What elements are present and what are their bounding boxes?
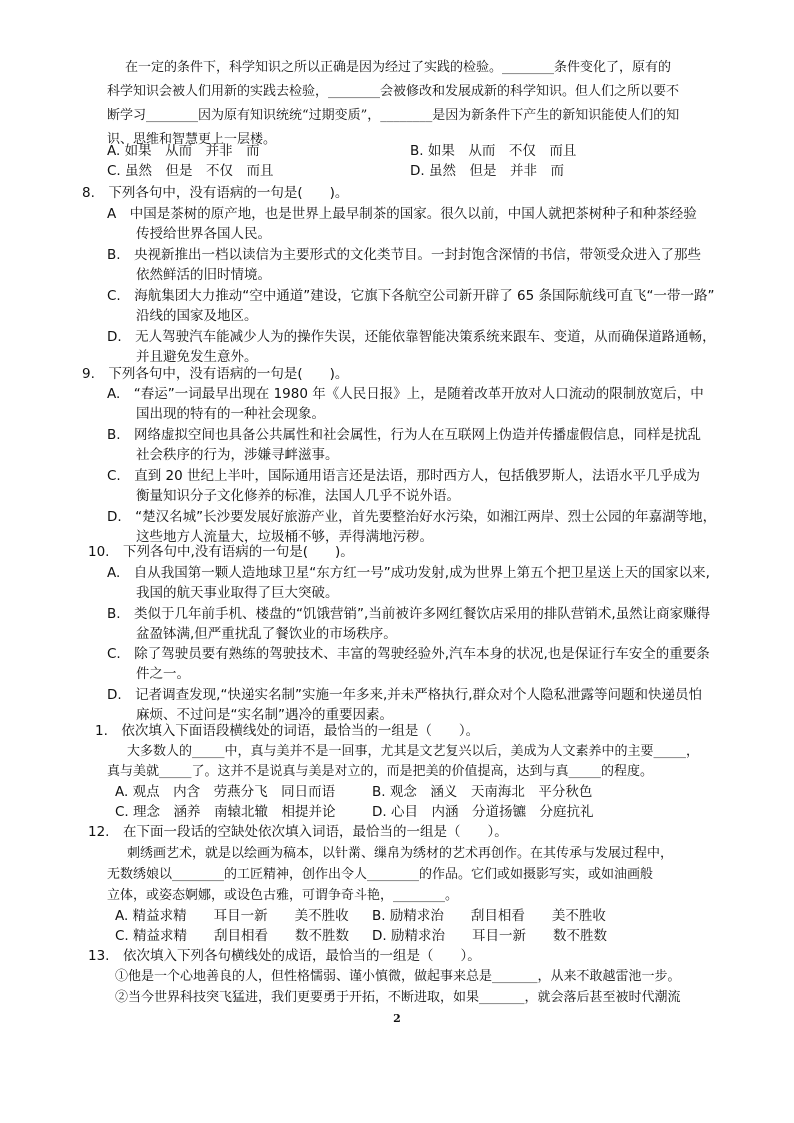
page-number: 2 — [393, 1012, 401, 1025]
question-stem: 8. 下列各句中，没有语病的一句是( )。 — [82, 185, 349, 201]
option-line: 国出现的特有的一种社会现象。 — [136, 406, 325, 422]
option-line: 沿线的国家及地区。 — [136, 308, 258, 324]
option-line: 社会秩序的行为，涉嫌寻衅滋事。 — [136, 447, 339, 463]
passage-line: ①他是一个心地善良的人，但性格懦弱、谨小慎微，做起事来总是_______，从来不敢越雷池一步。 — [115, 969, 681, 984]
option-line: 依然鲜活的旧时情境。 — [136, 267, 271, 283]
option-line: 并且避免发生意外。 — [136, 349, 258, 365]
option-line: 我国的航天事业取得了巨大突破。 — [136, 585, 339, 601]
option-line: C. 直到 20 世纪上半叶，国际通用语言还是法语，那时西方人，包括俄罗斯人，法语水平几乎成为 — [107, 468, 700, 484]
passage-line: 识、思维和智慧更上一层楼。 — [107, 132, 277, 147]
option-b: B. 观念 涵义 天南海北 平分秋色 — [372, 784, 593, 800]
option-a: A. 如果 从而 并非 而 — [107, 143, 260, 159]
option-line: 传授给世界各国人民。 — [136, 226, 271, 242]
passage-line: 刺绣画艺术，就是以绘画为稿本，以针黹、缫帛为绣材的艺术再创作。在其传承与发展过程中， — [127, 846, 674, 861]
question-stem: 12. 在下面一段话的空缺处依次填入词语，最恰当的一组是（ ）。 — [88, 824, 508, 840]
question-stem: 1. 依次填入下面语段横线处的词语，最恰当的一组是（ ）。 — [95, 723, 480, 739]
option-line: A. 自从我国第一颗人造地球卫星“东方红一号”成功发射,成为世界上第五个把卫星送上天的国家以来, — [107, 565, 710, 581]
option-line: A. “春运”一词最早出现在 1980 年《人民日报》上，是随着改革开放对人口流动的限制放宽后，中 — [107, 386, 704, 402]
option-line: 盆盈钵满,但严重扰乱了餐饮业的市场秩序。 — [136, 626, 397, 642]
passage-line: 科学知识会被人们用新的实践去检验，________会被修改和发展成新的科学知识。但人们之所以要不 — [107, 84, 680, 99]
option-line: C. 海航集团大力推动“空中通道”建设，它旗下各航空公司新开辟了 65 条国际航线可直飞“一带一路” — [107, 288, 715, 304]
question-stem: 13. 依次填入下列各句横线处的成语，最恰当的一组是（ ）。 — [88, 948, 481, 964]
passage-line: 立体，或姿态婀娜，或设色古雅，可谓争奇斗艳，________。 — [107, 888, 459, 903]
option-c: C. 理念 涵养 南辕北辙 相提并论 — [115, 804, 336, 820]
passage-line: 真与美就_____了。这并不是说真与美是对立的，而是把美的价值提高，达到与真_____的程度。 — [107, 764, 654, 779]
question-stem: 10. 下列各句中,没有语病的一句是( )。 — [88, 544, 354, 560]
option-line: 衡量知识分子文化修养的标准，法国人几乎不说外语。 — [136, 488, 460, 504]
option-line: B. 央视新推出一档以读信为主要形式的文化类节目。一封封饱含深情的书信，带领受众进入了那些 — [107, 247, 702, 263]
option-line: D. 无人驾驶汽车能减少人为的操作失误，还能依靠智能决策系统来跟车、变道，从而确保道路通畅， — [107, 329, 716, 345]
option-b: B. 如果 从而 不仅 而且 — [410, 143, 577, 159]
option-line: 麻烦、不过问是“实名制”遇冷的重要因素。 — [136, 707, 393, 723]
passage-line: 在一定的条件下，科学知识之所以正确是因为经过了实践的检验。________条件变化了，原有的 — [125, 60, 672, 75]
option-c: C. 精益求精 刮目相看 数不胜数 — [115, 928, 350, 944]
question-stem: 9. 下列各句中，没有语病的一句是( )。 — [82, 366, 349, 382]
option-line: B. 网络虚拟空间也具备公共属性和社会属性，行为人在互联网上伪造并传播虚假信息，同样是扰乱 — [107, 427, 702, 443]
option-line: A 中国是茶树的原产地，也是世界上最早制茶的国家。很久以前，中国人就把茶树种子和种茶经验 — [107, 206, 697, 222]
option-c: C. 虽然 但是 不仅 而且 — [107, 163, 274, 179]
passage-line: ②当今世界科技突飞猛进，我们更要勇于开拓，不断进取，如果_______，就会落后甚至被时代潮流 — [115, 990, 681, 1005]
option-b: B. 励精求治 刮目相看 美不胜收 — [372, 908, 606, 924]
option-line: C. 除了驾驶员要有熟练的驾驶技术、丰富的驾驶经验外,汽车本身的状况,也是保证行车安全的重要条 — [107, 646, 710, 662]
option-d: D. 励精求治 耳目一新 数不胜数 — [372, 928, 607, 944]
passage-line: 无数绣娘以________的工匠精神，创作出令人________的作品。它们或如摄影写实，或如油画般 — [107, 867, 654, 882]
option-d: D. 心目 内涵 分道扬镳 分庭抗礼 — [372, 804, 594, 820]
option-line: D. 记者调查发现,“快递实名制”实施一年多来,并未严格执行,群众对个人隐私泄露等问题和快递员怕 — [107, 687, 703, 703]
option-line: 件之一。 — [136, 666, 190, 682]
option-line: B. 类似于几年前手机、楼盘的“饥饿营销”,当前被许多网红餐饮店采用的排队营销术,虽然让商家赚得 — [107, 606, 711, 622]
passage-line: 断学习________因为原有知识统统“过期变质”，________是因为新条件下产生的新知识能使人们的知 — [107, 108, 680, 123]
option-line: D. “楚汉名城”长沙要发展好旅游产业，首先要整治好水污染，如湘江两岸、烈士公园的年嘉湖等地， — [107, 509, 717, 525]
passage-line: 大多数人的_____中，真与美并不是一回事，尤其是文艺复兴以后，美成为人文素养中的主要_____， — [127, 744, 700, 759]
option-a: A. 观点 内含 劳燕分飞 同日而语 — [115, 784, 336, 800]
option-a: A. 精益求精 耳目一新 美不胜收 — [115, 908, 349, 924]
option-line: 这些地方人流量大，垃圾桶不够，弄得满地污秽。 — [136, 529, 433, 545]
option-d: D. 虽然 但是 并非 而 — [410, 163, 564, 179]
